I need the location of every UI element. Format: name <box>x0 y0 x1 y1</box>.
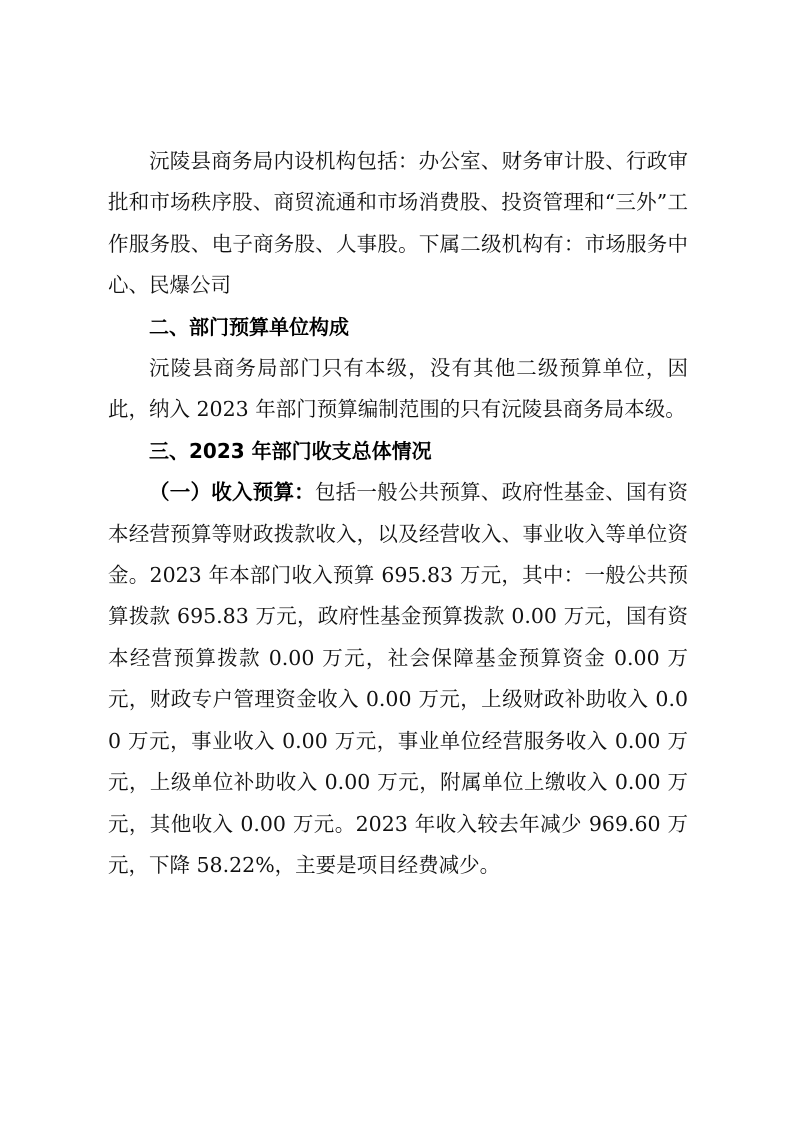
income-budget-text: 包括一般公共预算、政府性基金、国有资本经营预算等财政拨款收入，以及经营收入、事业收入等单位资金。2023 年本部门收入预算 695.83 万元，其中：一般公共预算拨款 695.83 万元，政府性基金预算拨款 0.00 万元，国有资本经营预算拨款 0.00 万元，社会保障基金预算资金 0.00 万元，财政专户管理资金收入 0.00 万元，上级财政补助收入 0.00 万元，事业收入 0.00 万元，事业单位经营服务收入 0.00 万元，上级单位补助收入 0.00 万元，附属单位上缴收入 0.00 万元，其他收入 0.00 万元。2023 年收入较去年减少 969.60 万元，下降 58.22%，主要是项目经费减少。 <box>108 480 689 877</box>
paragraph-organization: 沅陵县商务局内设机构包括：办公室、财务审计股、行政审批和市场秩序股、商贸流通和市场消费股、投资管理和“三外”工作服务股、电子商务股、人事股。下属二级机构有：市场服务中心、民爆公司 <box>108 149 688 298</box>
document-body <box>108 141 688 886</box>
paragraph-budget-units: 沅陵县商务局部门只有本级，没有其他二级预算单位，因此，纳入 2023 年部门预算编制范围的只有沅陵县商务局本级。 <box>108 356 688 422</box>
section-heading-overall-income-expenditure: 三、2023 年部门收支总体情况 <box>149 438 432 463</box>
paragraph-income-budget <box>108 472 688 886</box>
section-heading-budget-units: 二、部门预算单位构成 <box>149 314 349 339</box>
income-budget-lead: （一）收入预算： <box>149 480 315 505</box>
